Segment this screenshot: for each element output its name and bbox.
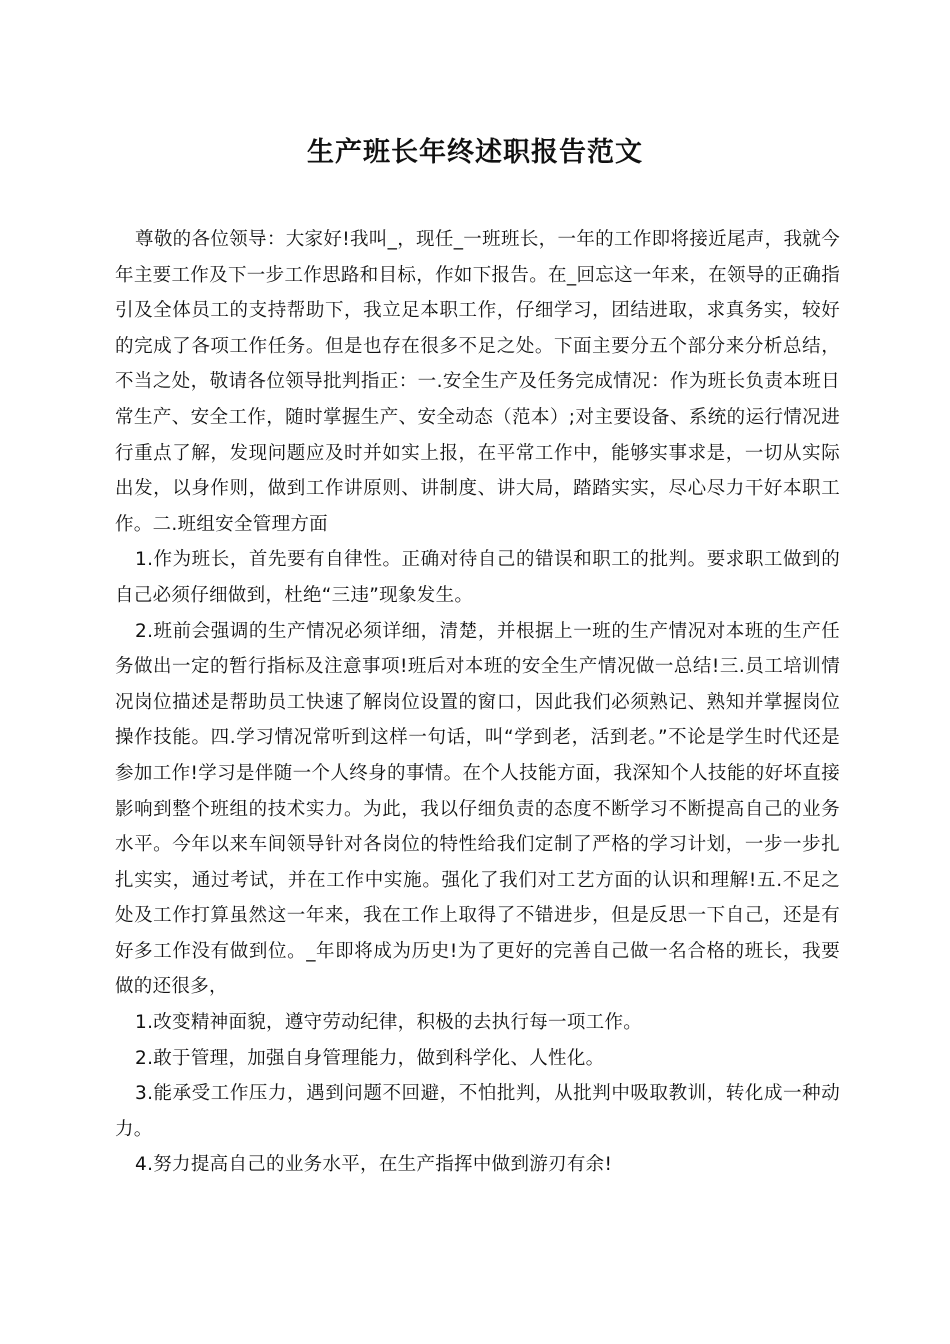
paragraph-item-2a: 2.班前会强调的生产情况必须详细，清楚，并根据上一班的生产情况对本班的生产任务做出一定的暂行指标及注意事项!班后对本班的安全生产情况做一总结!三.员工培训情况岗位描述是帮助员工快速了解岗位设置的窗口，因此我们必须熟记、熟知并掌握岗位操作技能。四.学习情况常听到这样一句话，叫“学到老，活到老。”不论是学生时代还是参加工作!学习是伴随一个人终身的事情。在个人技能方面，我深知个人技能的好坏直接影响到整个班组的技术实力。为此，我以仔细负责的态度不断学习不断提高自己的业务水平。今年以来车间领导针对各岗位的特性给我们定制了严格的学习计划，一步一步扎扎实实，通过考试，并在工作中实施。强化了我们对工艺方面的认识和理解!五.不足之处及工作打算虽然这一年来，我在工作上取得了不错进步，但是反思一下自己，还是有好多工作没有做到位。_年即将成为历史!为了更好的完善自己做一名合格的班长，我要做的还很多， bbox=[115, 620, 840, 998]
document-title: 生产班长年终述职报告范文 bbox=[307, 137, 643, 168]
paragraph-item-2b: 2.敢于管理，加强自身管理能力，做到科学化、人性化。 bbox=[135, 1047, 605, 1069]
paragraph-item-3b: 3.能承受工作压力，遇到问题不回避，不怕批判，从批判中吸取教训，转化成一种动力。 bbox=[115, 1083, 840, 1140]
paragraph-item-1a: 1.作为班长，首先要有自律性。正确对待自己的错误和职工的批判。要求职工做到的自己必须仔细做到，杜绝“三违”现象发生。 bbox=[115, 549, 840, 606]
paragraph-item-4b: 4.努力提高自己的业务水平，在生产指挥中做到游刃有余! bbox=[135, 1154, 613, 1176]
paragraph-intro: 尊敬的各位领导：大家好!我叫_，现任_一班班长，一年的工作即将接近尾声，我就今年主要工作及下一步工作思路和目标，作如下报告。在_回忘这一年来，在领导的正确指引及全体员工的支持帮助下，我立足本职工作，仔细学习，团结进取，求真务实，较好的完成了各项工作任务。但是也存在很多不足之处。下面主要分五个部分来分析总结，不当之处，敬请各位领导批判指正：一.安全生产及任务完成情况：作为班长负责本班日常生产、安全工作，随时掌握生产、安全动态（范本）;对主要设备、系统的运行情况进行重点了解，发现问题应及时并如实上报，在平常工作中，能够实事求是，一切从实际出发，以身作则，做到工作讲原则、讲制度、讲大局，踏踏实实，尽心尽力干好本职工作。二.班组安全管理方面 bbox=[115, 229, 840, 535]
document-body bbox=[115, 222, 840, 1183]
paragraph-item-1b: 1.改变精神面貌，遵守劳动纪律，积极的去执行每一项工作。 bbox=[135, 1012, 643, 1034]
